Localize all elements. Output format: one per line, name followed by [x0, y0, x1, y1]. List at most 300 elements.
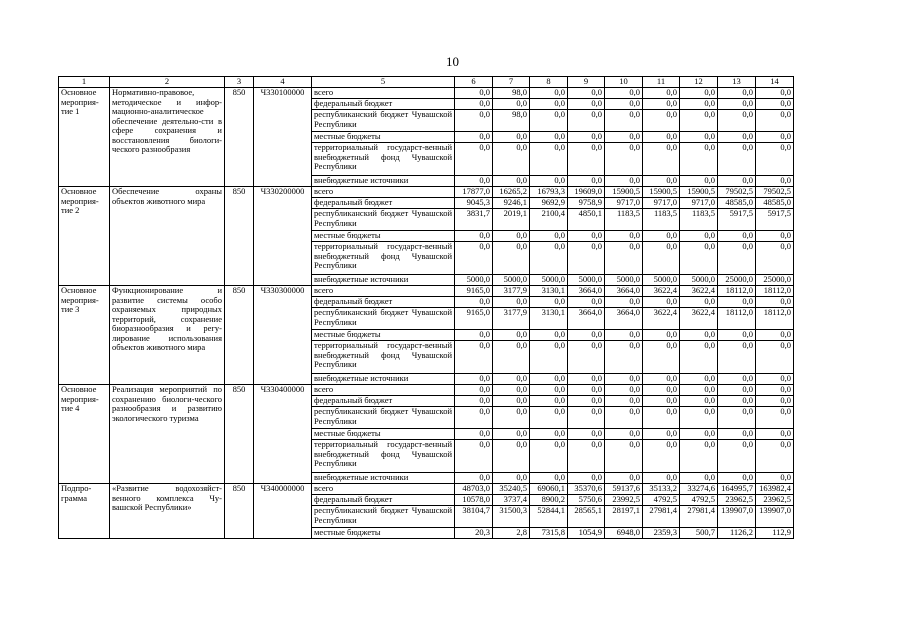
- amount-cell: 0,0: [493, 132, 530, 143]
- amount-cell: 0,0: [530, 297, 568, 308]
- amount-cell: 0,0: [493, 176, 530, 187]
- header-row: [59, 77, 794, 88]
- amount-cell: 3831,7: [455, 209, 493, 231]
- amount-cell: 3177,9: [493, 308, 530, 330]
- amount-cell: 0,0: [680, 473, 718, 484]
- event-name-cell: «Развитие водохозяйст-венного комплекса Чу-вашской Республики»: [110, 484, 225, 539]
- amount-cell: 35240,5: [493, 484, 530, 495]
- amount-cell: 3622,4: [643, 308, 680, 330]
- amount-cell: 27981,4: [680, 506, 718, 528]
- funding-source-cell: всего: [312, 88, 455, 99]
- amount-cell: 0,0: [530, 99, 568, 110]
- amount-cell: 3664,0: [568, 308, 605, 330]
- amount-cell: 0,0: [493, 330, 530, 341]
- amount-cell: 139907,0: [756, 506, 794, 528]
- amount-cell: 0,0: [568, 132, 605, 143]
- amount-cell: 0,0: [530, 407, 568, 429]
- amount-cell: 0,0: [756, 385, 794, 396]
- amount-cell: 0,0: [605, 473, 643, 484]
- header-cell: 9: [568, 77, 605, 88]
- amount-cell: 500,7: [680, 528, 718, 539]
- amount-cell: 0,0: [568, 429, 605, 440]
- amount-cell: 0,0: [568, 440, 605, 473]
- amount-cell: 0,0: [568, 88, 605, 99]
- funding-source-cell: внебюджетные источники: [312, 176, 455, 187]
- budget-table: [58, 76, 794, 539]
- table-row: [59, 286, 794, 297]
- amount-cell: 35370,6: [568, 484, 605, 495]
- amount-cell: 0,0: [718, 132, 756, 143]
- ministry-code-cell: 850: [225, 286, 254, 385]
- amount-cell: 9717,0: [680, 198, 718, 209]
- funding-source-cell: местные бюджеты: [312, 330, 455, 341]
- amount-cell: 0,0: [718, 231, 756, 242]
- amount-cell: 1183,5: [643, 209, 680, 231]
- amount-cell: 0,0: [680, 407, 718, 429]
- amount-cell: 48703,0: [455, 484, 493, 495]
- table-row: [59, 187, 794, 198]
- amount-cell: 4850,1: [568, 209, 605, 231]
- amount-cell: 0,0: [605, 385, 643, 396]
- ministry-code-cell: 850: [225, 385, 254, 484]
- amount-cell: 0,0: [493, 473, 530, 484]
- amount-cell: 0,0: [718, 440, 756, 473]
- amount-cell: 10578,0: [455, 495, 493, 506]
- amount-cell: 0,0: [455, 297, 493, 308]
- amount-cell: 0,0: [756, 99, 794, 110]
- amount-cell: 0,0: [530, 385, 568, 396]
- funding-source-cell: всего: [312, 484, 455, 495]
- amount-cell: 23962,5: [756, 495, 794, 506]
- amount-cell: 0,0: [643, 341, 680, 374]
- amount-cell: 0,0: [756, 440, 794, 473]
- amount-cell: 0,0: [680, 330, 718, 341]
- amount-cell: 0,0: [643, 99, 680, 110]
- amount-cell: 0,0: [718, 88, 756, 99]
- amount-cell: 112,9: [756, 528, 794, 539]
- event-name-cell: Функционирование и развитие системы особо охраняемых природных территорий, сохранение биоразнообразия и регу-лирование использования объектов животного мира: [110, 286, 225, 385]
- amount-cell: 0,0: [756, 143, 794, 176]
- amount-cell: 0,0: [530, 341, 568, 374]
- amount-cell: 5750,6: [568, 495, 605, 506]
- header-cell: 12: [680, 77, 718, 88]
- amount-cell: 0,0: [493, 99, 530, 110]
- ministry-code-cell: 850: [225, 187, 254, 286]
- amount-cell: 0,0: [455, 110, 493, 132]
- amount-cell: 0,0: [605, 440, 643, 473]
- amount-cell: 0,0: [643, 297, 680, 308]
- funding-source-cell: федеральный бюджет: [312, 99, 455, 110]
- amount-cell: 0,0: [530, 132, 568, 143]
- amount-cell: 5000,0: [605, 275, 643, 286]
- header-cell: 14: [756, 77, 794, 88]
- amount-cell: 0,0: [756, 297, 794, 308]
- amount-cell: 3664,0: [605, 286, 643, 297]
- amount-cell: 0,0: [530, 374, 568, 385]
- amount-cell: 0,0: [568, 99, 605, 110]
- amount-cell: 0,0: [568, 297, 605, 308]
- amount-cell: 0,0: [455, 99, 493, 110]
- amount-cell: 38104,7: [455, 506, 493, 528]
- amount-cell: 0,0: [455, 385, 493, 396]
- amount-cell: 59137,6: [605, 484, 643, 495]
- event-type-cell: Основное мероприя-тие 4: [59, 385, 110, 484]
- amount-cell: 0,0: [643, 374, 680, 385]
- amount-cell: 0,0: [718, 407, 756, 429]
- header-cell: 4: [254, 77, 312, 88]
- funding-source-cell: федеральный бюджет: [312, 198, 455, 209]
- amount-cell: 0,0: [680, 231, 718, 242]
- amount-cell: 0,0: [643, 396, 680, 407]
- funding-source-cell: внебюджетные источники: [312, 473, 455, 484]
- event-type-cell: Основное мероприя-тие 2: [59, 187, 110, 286]
- amount-cell: 0,0: [530, 231, 568, 242]
- amount-cell: 0,0: [568, 374, 605, 385]
- amount-cell: 0,0: [680, 176, 718, 187]
- funding-source-cell: местные бюджеты: [312, 231, 455, 242]
- header-cell: 8: [530, 77, 568, 88]
- amount-cell: 0,0: [568, 330, 605, 341]
- amount-cell: 0,0: [455, 132, 493, 143]
- amount-cell: 0,0: [605, 143, 643, 176]
- amount-cell: 4792,5: [643, 495, 680, 506]
- amount-cell: 0,0: [530, 110, 568, 132]
- amount-cell: 2,8: [493, 528, 530, 539]
- amount-cell: 0,0: [530, 88, 568, 99]
- amount-cell: 0,0: [718, 242, 756, 275]
- amount-cell: 0,0: [718, 385, 756, 396]
- event-type-cell: Основное мероприя-тие 1: [59, 88, 110, 187]
- header-cell: 11: [643, 77, 680, 88]
- amount-cell: 9717,0: [605, 198, 643, 209]
- amount-cell: 0,0: [605, 341, 643, 374]
- amount-cell: 9165,0: [455, 286, 493, 297]
- amount-cell: 0,0: [568, 396, 605, 407]
- amount-cell: 3622,4: [680, 308, 718, 330]
- event-name-cell: Реализация мероприятий по сохранению биологи-ческого разнообразия и развитию экологического туризма: [110, 385, 225, 484]
- amount-cell: 7315,8: [530, 528, 568, 539]
- amount-cell: 0,0: [718, 473, 756, 484]
- amount-cell: 0,0: [493, 396, 530, 407]
- amount-cell: 0,0: [530, 242, 568, 275]
- amount-cell: 0,0: [493, 429, 530, 440]
- amount-cell: 18112,0: [756, 286, 794, 297]
- amount-cell: 0,0: [680, 385, 718, 396]
- funding-source-cell: территориальный государст-венный внебюджетный фонд Чувашской Республики: [312, 341, 455, 374]
- page-number: 10: [446, 54, 459, 69]
- funding-source-cell: всего: [312, 187, 455, 198]
- funding-source-cell: республиканский бюджет Чувашской Республики: [312, 110, 455, 132]
- amount-cell: 0,0: [718, 297, 756, 308]
- amount-cell: 3622,4: [680, 286, 718, 297]
- budget-code-cell: Ч330100000: [254, 88, 312, 187]
- funding-source-cell: внебюджетные источники: [312, 374, 455, 385]
- amount-cell: 23992,5: [605, 495, 643, 506]
- amount-cell: 0,0: [493, 297, 530, 308]
- amount-cell: 0,0: [493, 242, 530, 275]
- amount-cell: 0,0: [493, 231, 530, 242]
- amount-cell: 0,0: [605, 407, 643, 429]
- amount-cell: 0,0: [718, 110, 756, 132]
- funding-source-cell: федеральный бюджет: [312, 396, 455, 407]
- amount-cell: 0,0: [493, 385, 530, 396]
- header-cell: 2: [110, 77, 225, 88]
- funding-source-cell: всего: [312, 286, 455, 297]
- amount-cell: 0,0: [493, 143, 530, 176]
- funding-source-cell: всего: [312, 385, 455, 396]
- amount-cell: 15900,5: [605, 187, 643, 198]
- amount-cell: 0,0: [455, 88, 493, 99]
- amount-cell: 0,0: [568, 242, 605, 275]
- amount-cell: 0,0: [455, 341, 493, 374]
- amount-cell: 9717,0: [643, 198, 680, 209]
- amount-cell: 0,0: [756, 330, 794, 341]
- amount-cell: 0,0: [605, 429, 643, 440]
- funding-source-cell: территориальный государст-венный внебюджетный фонд Чувашской Республики: [312, 440, 455, 473]
- amount-cell: 0,0: [568, 110, 605, 132]
- amount-cell: 0,0: [568, 341, 605, 374]
- amount-cell: 0,0: [756, 429, 794, 440]
- amount-cell: 9246,1: [493, 198, 530, 209]
- amount-cell: 0,0: [455, 176, 493, 187]
- amount-cell: 5000,0: [643, 275, 680, 286]
- amount-cell: 0,0: [530, 330, 568, 341]
- amount-cell: 0,0: [568, 176, 605, 187]
- amount-cell: 0,0: [605, 330, 643, 341]
- amount-cell: 0,0: [756, 88, 794, 99]
- budget-code-cell: Ч330400000: [254, 385, 312, 484]
- amount-cell: 5917,5: [756, 209, 794, 231]
- amount-cell: 0,0: [718, 99, 756, 110]
- funding-source-cell: местные бюджеты: [312, 429, 455, 440]
- amount-cell: 0,0: [756, 231, 794, 242]
- amount-cell: 0,0: [756, 396, 794, 407]
- amount-cell: 0,0: [756, 374, 794, 385]
- amount-cell: 1054,9: [568, 528, 605, 539]
- amount-cell: 0,0: [455, 429, 493, 440]
- amount-cell: 0,0: [605, 374, 643, 385]
- amount-cell: 98,0: [493, 110, 530, 132]
- amount-cell: 0,0: [568, 385, 605, 396]
- table-row: [59, 385, 794, 396]
- amount-cell: 5917,5: [718, 209, 756, 231]
- amount-cell: 8900,2: [530, 495, 568, 506]
- amount-cell: 0,0: [493, 440, 530, 473]
- amount-cell: 3664,0: [605, 308, 643, 330]
- amount-cell: 0,0: [643, 242, 680, 275]
- amount-cell: 35133,2: [643, 484, 680, 495]
- amount-cell: 28197,1: [605, 506, 643, 528]
- amount-cell: 0,0: [680, 440, 718, 473]
- amount-cell: 0,0: [568, 473, 605, 484]
- amount-cell: 17877,0: [455, 187, 493, 198]
- amount-cell: 0,0: [605, 231, 643, 242]
- funding-source-cell: местные бюджеты: [312, 132, 455, 143]
- amount-cell: 6948,0: [605, 528, 643, 539]
- funding-source-cell: республиканский бюджет Чувашской Республики: [312, 407, 455, 429]
- header-cell: 6: [455, 77, 493, 88]
- funding-source-cell: республиканский бюджет Чувашской Республики: [312, 209, 455, 231]
- amount-cell: 0,0: [568, 407, 605, 429]
- amount-cell: 25000,0: [718, 275, 756, 286]
- amount-cell: 0,0: [643, 88, 680, 99]
- amount-cell: 0,0: [643, 407, 680, 429]
- header-cell: 10: [605, 77, 643, 88]
- amount-cell: 0,0: [718, 396, 756, 407]
- amount-cell: 0,0: [756, 242, 794, 275]
- amount-cell: 0,0: [493, 341, 530, 374]
- amount-cell: 3664,0: [568, 286, 605, 297]
- amount-cell: 3737,4: [493, 495, 530, 506]
- funding-source-cell: федеральный бюджет: [312, 297, 455, 308]
- header-cell: 3: [225, 77, 254, 88]
- amount-cell: 0,0: [680, 242, 718, 275]
- amount-cell: 0,0: [643, 473, 680, 484]
- amount-cell: 9758,9: [568, 198, 605, 209]
- table-row: [59, 88, 794, 99]
- table-row: [59, 484, 794, 495]
- amount-cell: 20,3: [455, 528, 493, 539]
- amount-cell: 0,0: [605, 396, 643, 407]
- amount-cell: 0,0: [680, 132, 718, 143]
- amount-cell: 3177,9: [493, 286, 530, 297]
- amount-cell: 0,0: [530, 429, 568, 440]
- amount-cell: 0,0: [718, 429, 756, 440]
- amount-cell: 9045,3: [455, 198, 493, 209]
- amount-cell: 0,0: [680, 110, 718, 132]
- budget-code-cell: Ч330200000: [254, 187, 312, 286]
- amount-cell: 164995,7: [718, 484, 756, 495]
- amount-cell: 0,0: [718, 341, 756, 374]
- funding-source-cell: республиканский бюджет Чувашской Республики: [312, 506, 455, 528]
- amount-cell: 25000,0: [756, 275, 794, 286]
- amount-cell: 0,0: [643, 440, 680, 473]
- amount-cell: 27981,4: [643, 506, 680, 528]
- amount-cell: 139907,0: [718, 506, 756, 528]
- funding-source-cell: территориальный государст-венный внебюджетный фонд Чувашской Республики: [312, 242, 455, 275]
- amount-cell: 0,0: [455, 231, 493, 242]
- amount-cell: 0,0: [455, 330, 493, 341]
- header-cell: 7: [493, 77, 530, 88]
- event-type-cell: Основное мероприя-тие 3: [59, 286, 110, 385]
- amount-cell: 0,0: [718, 330, 756, 341]
- amount-cell: 0,0: [643, 176, 680, 187]
- amount-cell: 16265,2: [493, 187, 530, 198]
- amount-cell: 0,0: [680, 99, 718, 110]
- amount-cell: 0,0: [530, 396, 568, 407]
- amount-cell: 0,0: [643, 143, 680, 176]
- amount-cell: 18112,0: [718, 308, 756, 330]
- amount-cell: 0,0: [530, 440, 568, 473]
- amount-cell: 19609,0: [568, 187, 605, 198]
- amount-cell: 16793,3: [530, 187, 568, 198]
- amount-cell: 0,0: [643, 132, 680, 143]
- amount-cell: 0,0: [756, 132, 794, 143]
- funding-source-cell: местные бюджеты: [312, 528, 455, 539]
- amount-cell: 3622,4: [643, 286, 680, 297]
- amount-cell: 0,0: [530, 143, 568, 176]
- amount-cell: 1126,2: [718, 528, 756, 539]
- amount-cell: 0,0: [643, 110, 680, 132]
- amount-cell: 3130,1: [530, 286, 568, 297]
- event-name-cell: Обеспечение охраны объектов животного мира: [110, 187, 225, 286]
- amount-cell: 0,0: [756, 473, 794, 484]
- amount-cell: 33274,6: [680, 484, 718, 495]
- amount-cell: 5000,0: [530, 275, 568, 286]
- amount-cell: 0,0: [605, 176, 643, 187]
- amount-cell: 23962,5: [718, 495, 756, 506]
- amount-cell: 0,0: [455, 242, 493, 275]
- funding-source-cell: федеральный бюджет: [312, 495, 455, 506]
- amount-cell: 15900,5: [643, 187, 680, 198]
- amount-cell: 0,0: [530, 176, 568, 187]
- amount-cell: 0,0: [605, 297, 643, 308]
- header-cell: 5: [312, 77, 455, 88]
- amount-cell: 0,0: [605, 110, 643, 132]
- amount-cell: 2019,1: [493, 209, 530, 231]
- amount-cell: 48585,0: [756, 198, 794, 209]
- amount-cell: 79502,5: [756, 187, 794, 198]
- amount-cell: 0,0: [756, 110, 794, 132]
- amount-cell: 0,0: [455, 473, 493, 484]
- amount-cell: 0,0: [568, 143, 605, 176]
- amount-cell: 0,0: [455, 407, 493, 429]
- amount-cell: 0,0: [605, 132, 643, 143]
- amount-cell: 5000,0: [680, 275, 718, 286]
- amount-cell: 0,0: [680, 396, 718, 407]
- amount-cell: 2100,4: [530, 209, 568, 231]
- amount-cell: 1183,5: [680, 209, 718, 231]
- amount-cell: 0,0: [605, 99, 643, 110]
- amount-cell: 98,0: [493, 88, 530, 99]
- funding-source-cell: внебюджетные источники: [312, 275, 455, 286]
- funding-source-cell: территориальный государст-венный внебюджетный фонд Чувашской Республики: [312, 143, 455, 176]
- amount-cell: 0,0: [643, 330, 680, 341]
- amount-cell: 0,0: [455, 374, 493, 385]
- amount-cell: 48585,0: [718, 198, 756, 209]
- amount-cell: 31500,3: [493, 506, 530, 528]
- amount-cell: 2359,3: [643, 528, 680, 539]
- amount-cell: 0,0: [680, 88, 718, 99]
- amount-cell: 0,0: [756, 341, 794, 374]
- amount-cell: 9692,9: [530, 198, 568, 209]
- amount-cell: 0,0: [455, 143, 493, 176]
- amount-cell: 0,0: [493, 374, 530, 385]
- amount-cell: 15900,5: [680, 187, 718, 198]
- amount-cell: 0,0: [493, 407, 530, 429]
- amount-cell: 0,0: [680, 143, 718, 176]
- amount-cell: 0,0: [605, 242, 643, 275]
- funding-source-cell: республиканский бюджет Чувашской Республики: [312, 308, 455, 330]
- amount-cell: 0,0: [756, 407, 794, 429]
- amount-cell: 0,0: [643, 385, 680, 396]
- amount-cell: 0,0: [568, 231, 605, 242]
- amount-cell: 0,0: [605, 88, 643, 99]
- amount-cell: 0,0: [680, 429, 718, 440]
- amount-cell: 0,0: [718, 374, 756, 385]
- event-name-cell: Нормативно-правовое, методическое и инфор-мационно-аналитическое обеспечение деятельно-сти в сфере сохранения и восстановления биологи-ческого разнообразия: [110, 88, 225, 187]
- amount-cell: 0,0: [718, 176, 756, 187]
- amount-cell: 0,0: [643, 429, 680, 440]
- amount-cell: 28565,1: [568, 506, 605, 528]
- amount-cell: 163982,4: [756, 484, 794, 495]
- amount-cell: 5000,0: [455, 275, 493, 286]
- budget-code-cell: Ч330300000: [254, 286, 312, 385]
- amount-cell: 4792,5: [680, 495, 718, 506]
- amount-cell: 0,0: [680, 297, 718, 308]
- amount-cell: 3130,1: [530, 308, 568, 330]
- ministry-code-cell: 850: [225, 484, 254, 539]
